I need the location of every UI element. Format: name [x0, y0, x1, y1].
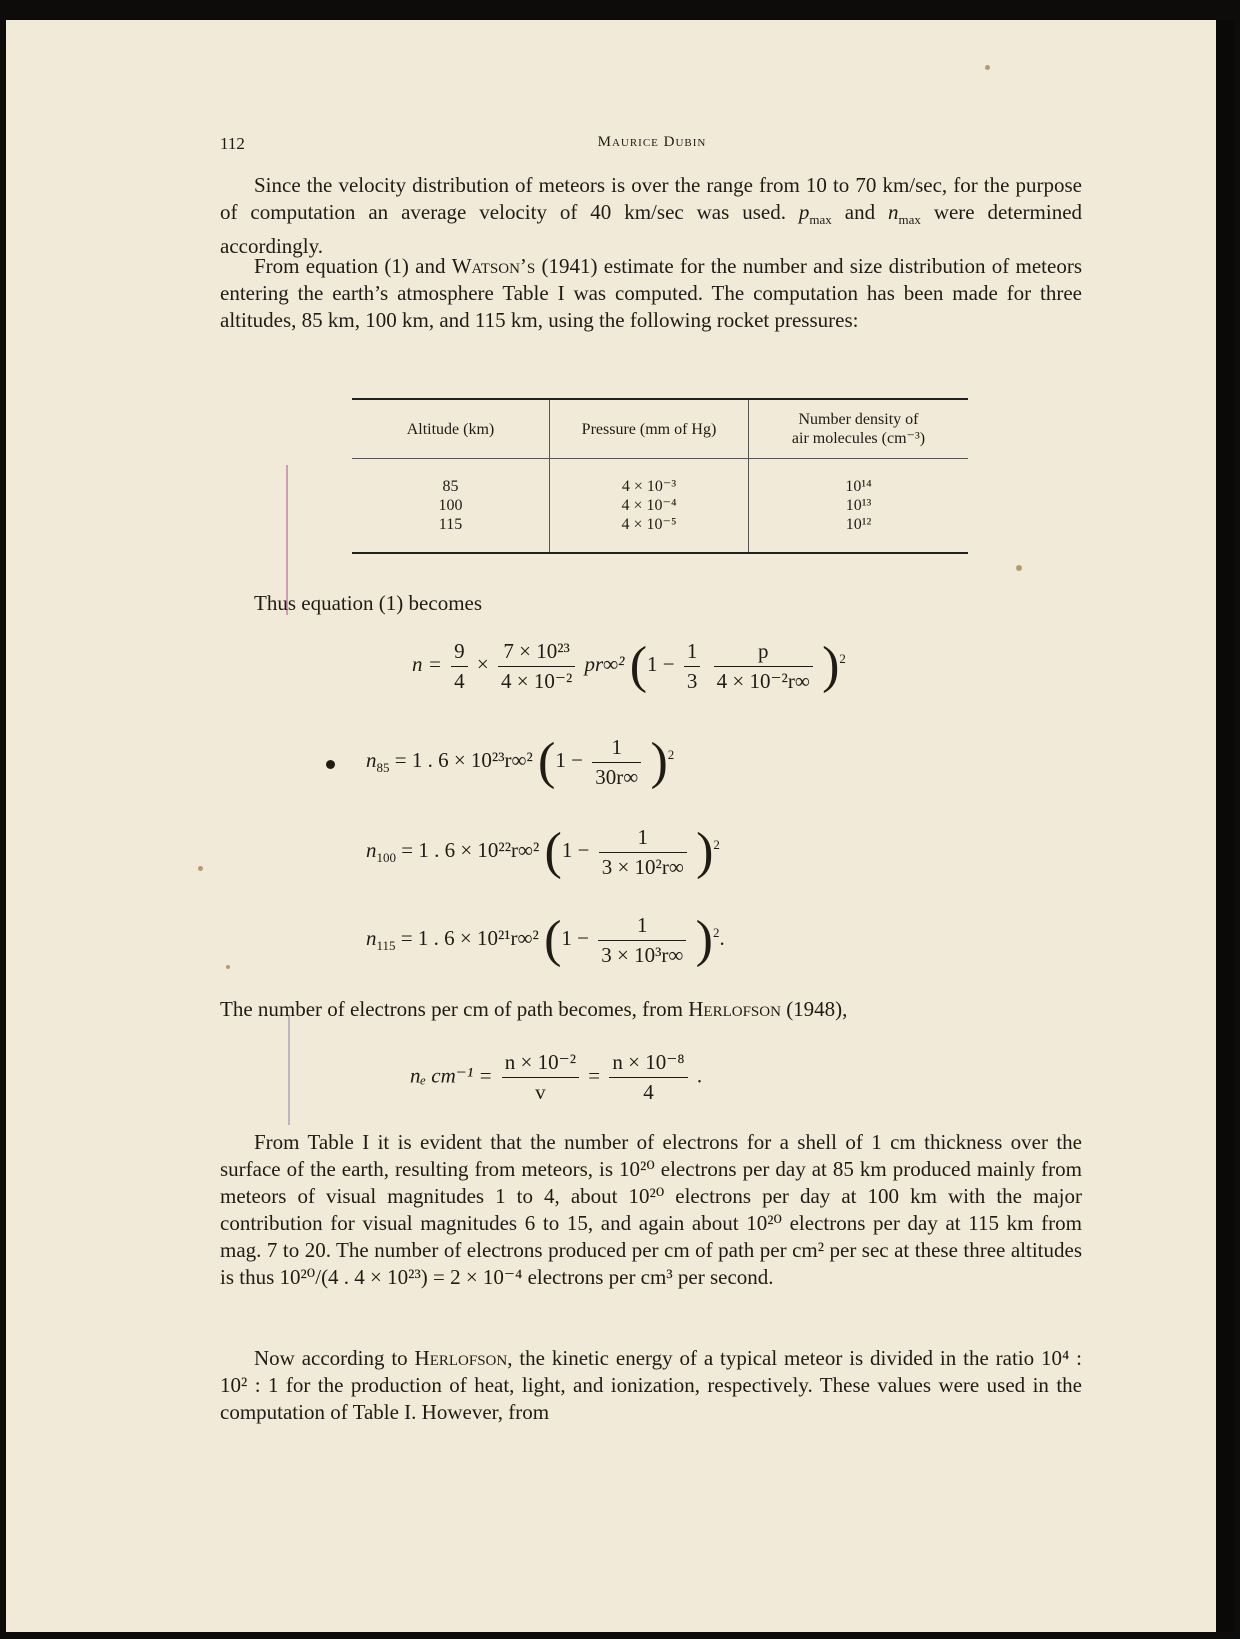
paragraph-1	[220, 172, 1082, 260]
paragraph-5	[220, 1129, 1082, 1291]
numerator: 1	[598, 915, 686, 941]
numerator: n × 10⁻⁸	[609, 1052, 687, 1078]
denominator: 30r∞	[595, 764, 639, 789]
left-paren: (	[544, 911, 562, 968]
equation-5	[410, 1052, 702, 1103]
denominator: v	[535, 1080, 546, 1104]
table-header-row	[352, 399, 968, 459]
denominator: 4 × 10⁻²r∞	[716, 668, 810, 693]
header-line: air molecules (cm⁻³)	[791, 430, 926, 447]
denominator: 3 × 10³r∞	[601, 942, 684, 967]
left-paren: (	[544, 823, 562, 880]
paragraph-6	[220, 1345, 1082, 1426]
speck	[226, 965, 230, 969]
density-cell	[749, 459, 969, 554]
paragraph-4	[220, 996, 1082, 1023]
denominator: 3 × 10²r∞	[601, 854, 684, 879]
denominator: 4	[643, 1080, 654, 1104]
numerator: n × 10⁻²	[502, 1052, 579, 1078]
equation-3	[366, 823, 720, 880]
right-paren: )	[696, 823, 714, 880]
column-header-altitude: Altitude (km)	[352, 399, 550, 459]
exponent: 2	[667, 746, 675, 762]
exponent: 2	[713, 836, 720, 852]
author-reference: Herlofson	[414, 1346, 508, 1370]
numerator: 7 × 10²³	[498, 641, 575, 667]
denominator: 3	[686, 668, 698, 693]
eq-lhs: n	[366, 747, 377, 772]
right-paren: )	[650, 733, 668, 790]
exponent: 2	[712, 924, 720, 940]
cell-value: 115	[438, 516, 463, 533]
exponent: 2	[839, 650, 846, 666]
speck	[1016, 565, 1022, 571]
punctuation: .	[696, 1063, 703, 1088]
fraction	[451, 638, 468, 693]
running-head-author: Maurice Dubin	[597, 134, 707, 150]
symbol-p: p	[798, 200, 810, 224]
paragraph-2	[220, 253, 1082, 334]
column-header-density	[749, 399, 969, 459]
cell-value: 4 × 10⁻⁵	[621, 516, 677, 533]
pen-mark	[288, 1015, 290, 1125]
numerator: 1	[684, 641, 701, 667]
eq-lhs: n	[366, 837, 377, 862]
equation-2	[366, 733, 675, 790]
eq-term: 1 −	[647, 651, 675, 676]
fraction	[609, 1052, 687, 1103]
cell-value: 10¹³	[845, 497, 872, 514]
cell-value: 10¹⁴	[845, 478, 872, 495]
header-line: Number density of	[798, 411, 919, 428]
cell-value: 85	[442, 478, 459, 495]
eq-term: 1 −	[561, 837, 590, 862]
paragraph-text: From Table I it is evident that the number of electrons for a shell of 1 cm thickness over the surface of the earth, resulting from meteors, is 10²⁰ electrons per day at 85 km produced mainly from meteors of visual magnitudes 1 to 4, about 10²⁰ electrons per day at 100 km with the major contribution for visual magnitudes 6 to 15, and again about 10²⁰ electrons per day at 115 km from mag. 7 to 20. The number of electrons produced per cm of path per cm² per sec at these three altitudes is thus 10²⁰/(4 . 4 × 10²³) = 2 × 10⁻⁴ electrons per cm³ per second.	[220, 1130, 1082, 1289]
denominator: 4	[454, 668, 465, 693]
fraction	[592, 734, 641, 789]
eq-term: 1 −	[561, 925, 589, 950]
pressure-table	[352, 398, 968, 554]
eq-lhs: nₑ cm⁻¹ =	[410, 1063, 493, 1088]
paragraph-text: (1941) estimate for the number and size distribution of meteors entering the earth’s atmosphere Table I was computed. The computation has been made for three altitudes, 85 km, 100 km, and 115 km, using the following rocket pressures:	[220, 254, 1083, 332]
left-paren: (	[629, 637, 648, 694]
eq-term: = 1 . 6 × 10²¹r∞²	[400, 925, 539, 950]
paragraph-text: , the kinetic energy of a typical meteor is divided in the ratio 10⁴ : 10² : 1 for the production of heat, light, and ionization, respectively. These values were used in the computation of Table I. However, from	[220, 1346, 1082, 1424]
numerator: 1	[592, 737, 641, 763]
eq-term: pr∞²	[584, 651, 625, 676]
right-paren: )	[695, 911, 713, 968]
symbol-n: n	[888, 200, 899, 224]
subscript-max: max	[809, 212, 832, 228]
right-paren: )	[822, 637, 840, 694]
paragraph-text: were determined accordingly.	[220, 200, 1083, 259]
fraction	[498, 638, 575, 693]
equation-4	[366, 911, 725, 968]
author-reference: Watson’s	[451, 254, 536, 278]
paragraph-3	[220, 590, 1082, 617]
cell-value: 4 × 10⁻⁴	[621, 497, 677, 514]
subscript-max: max	[898, 212, 921, 228]
paragraph-text: (1948),	[780, 997, 848, 1021]
fraction	[714, 638, 813, 693]
fraction	[598, 912, 686, 967]
fraction	[502, 1052, 579, 1103]
punctuation: .	[719, 925, 725, 950]
numerator: 9	[451, 641, 468, 667]
cell-value: 100	[438, 497, 463, 514]
numerator: p	[714, 641, 813, 667]
denominator: 4 × 10⁻²	[501, 668, 573, 693]
author-reference: Herlofson	[688, 997, 781, 1021]
numerator: 1	[599, 827, 687, 853]
speck	[985, 65, 990, 70]
fraction	[599, 824, 687, 879]
eq-lhs: n	[366, 925, 377, 950]
column-header-pressure: Pressure (mm of Hg)	[550, 399, 749, 459]
fraction	[684, 638, 701, 693]
paragraph-text: Thus equation (1) becomes	[254, 591, 483, 615]
operator: ×	[476, 651, 489, 676]
table-row	[352, 459, 968, 554]
cell-value: 4 × 10⁻³	[621, 478, 677, 495]
paragraph-text: and	[831, 200, 888, 224]
speck	[198, 866, 203, 871]
eq-term: 1 −	[555, 747, 583, 772]
paragraph-text: The number of electrons per cm of path becomes, from	[220, 997, 689, 1021]
subscript: 115	[376, 938, 396, 953]
eq-term: = 1 . 6 × 10²²r∞²	[401, 837, 540, 862]
page-number: 112	[220, 134, 245, 153]
equation-1	[412, 637, 846, 694]
paragraph-text: From equation (1) and	[254, 254, 452, 278]
paragraph-text: Now according to	[254, 1346, 415, 1370]
left-paren: (	[538, 733, 556, 790]
operator: =	[588, 1063, 601, 1088]
eq-lhs: n =	[412, 651, 442, 676]
cell-value: 10¹²	[845, 516, 872, 533]
altitude-cell	[352, 459, 550, 554]
margin-dot	[326, 760, 335, 769]
pressure-cell	[550, 459, 749, 554]
subscript: 100	[376, 850, 396, 865]
paragraph-text: Since the velocity distribution of meteors is over the range from 10 to 70 km/sec, for the purpose of computation an average velocity of 40 km/sec was used.	[220, 173, 1082, 224]
eq-term: = 1 . 6 × 10²³r∞²	[394, 747, 533, 772]
subscript: 85	[376, 760, 390, 775]
